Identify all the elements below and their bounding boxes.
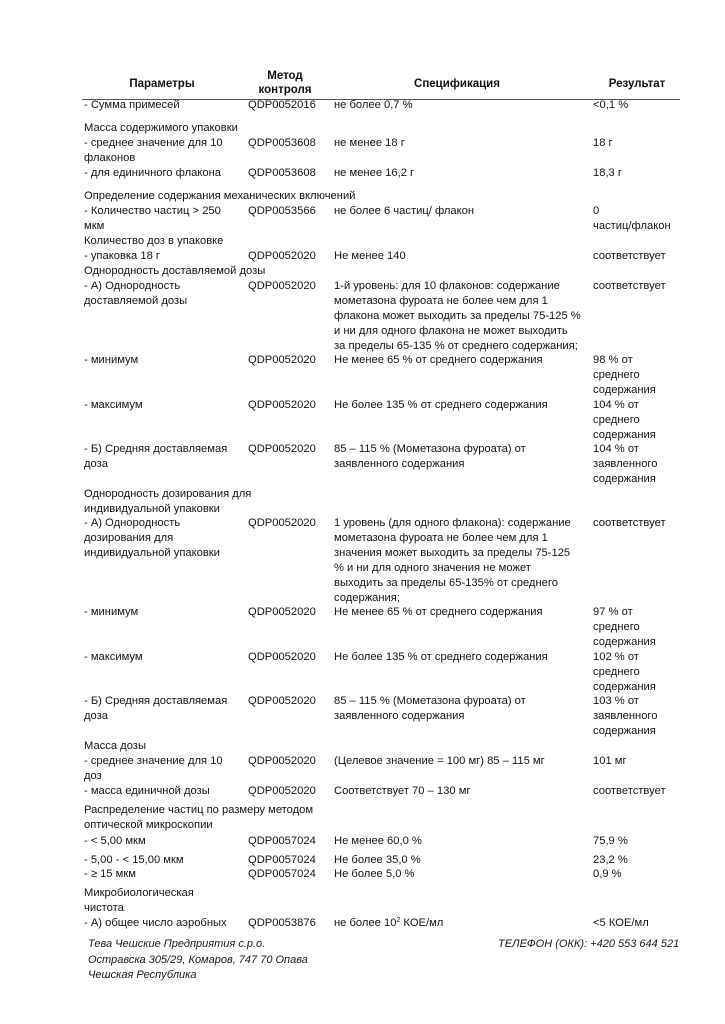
method-cell: QDP0052020 — [248, 606, 316, 618]
param-cell: - < 5,00 мкм — [84, 835, 146, 847]
result-cell: 75,9 % — [593, 835, 628, 847]
result-cell: 102 % от среднего содержания — [593, 651, 656, 693]
param-cell: - минимум — [84, 354, 139, 366]
result-cell: соответствует — [593, 280, 666, 292]
method-cell: QDP0057024 — [248, 854, 316, 866]
result-cell: <5 КОЕ/мл — [593, 917, 649, 929]
section-title: Масса содержимого упаковки — [84, 122, 238, 134]
spec-cell: не менее 16,2 г — [334, 167, 415, 179]
result-cell: 23,2 % — [593, 854, 628, 866]
method-cell: QDP0053608 — [248, 137, 316, 149]
method-cell: QDP0052020 — [248, 695, 316, 707]
result-cell: 0,9 % — [593, 868, 622, 880]
result-cell: 18 г — [593, 137, 613, 149]
method-cell: QDP0053876 — [248, 917, 316, 929]
spec-exponent: 2 — [396, 917, 401, 924]
header-spec: Спецификация — [414, 78, 500, 90]
header-method: Метод контроля — [258, 70, 312, 96]
spec-cell: 85 – 115 % (Мометазона фуроата) от заявленного содержания — [334, 695, 526, 722]
result-cell: 0 частиц/флакон — [593, 205, 671, 232]
method-cell: QDP0052020 — [248, 517, 316, 529]
param-cell: - Сумма примесей — [84, 99, 180, 111]
section-title: Распределение частиц по размеру методом оптической микроскопии — [84, 804, 314, 831]
method-cell: QDP0052020 — [248, 443, 316, 455]
method-cell: QDP0057024 — [248, 835, 316, 847]
spec-cell: 85 – 115 % (Мометазона фуроата) от заявленного содержания — [334, 443, 526, 470]
result-cell: 18,3 г — [593, 167, 622, 179]
result-cell: 103 % от заявленного содержания — [593, 695, 658, 737]
method-cell: QDP0052016 — [248, 99, 316, 111]
method-cell: QDP0052020 — [248, 399, 316, 411]
param-cell: - для единичного флакона — [84, 167, 221, 179]
result-cell: 104 % от заявленного содержания — [593, 443, 658, 485]
spec-cell: Не более 5,0 % — [334, 868, 415, 880]
table-header — [82, 69, 680, 100]
footer-company-address: Тева Чешские Предприятия с.р.о. Остравска 305/29, Комаров, 747 70 Опава Чешская Республика — [88, 938, 308, 981]
method-cell: QDP0052020 — [248, 785, 316, 797]
section-title: Количество доз в упаковке — [84, 235, 224, 247]
method-cell: QDP0052020 — [248, 755, 316, 767]
result-cell: <0,1 % — [593, 99, 629, 111]
section-title: Масса дозы — [84, 740, 146, 752]
param-cell: - упаковка 18 г — [84, 250, 160, 262]
param-cell: - Б) Средняя доставляемая доза — [84, 695, 228, 722]
param-cell: - Б) Средняя доставляемая доза — [84, 443, 228, 470]
header-result: Результат — [608, 78, 666, 90]
section-title: Однородность дозирования для индивидуальной упаковки — [84, 488, 252, 515]
result-cell: соответствует — [593, 517, 666, 529]
section-title: Микробиологическая чистота — [84, 887, 194, 914]
spec-cell: (Целевое значение = 100 мг) 85 – 115 мг — [334, 755, 545, 767]
spec-cell: Не менее 140 — [334, 250, 406, 262]
method-cell: QDP0052020 — [248, 250, 316, 262]
spec-cell: Не более 135 % от среднего содержания — [334, 399, 548, 411]
section-title: Однородность доставляемой дозы — [84, 265, 266, 277]
result-cell: 101 мг — [593, 755, 627, 767]
spec-cell: Не менее 60,0 % — [334, 835, 422, 847]
footer-phone: ТЕЛЕФОН (ОКК): +420 553 644 521 — [498, 938, 680, 950]
spec-cell: 1 уровень (для одного флакона): содержание мометазона фуроата не более чем для 1 значения может выходить за пределы 75-125 % и ни для одного значения не может выходить за пределы 65-135% от среднего содержания; — [334, 517, 571, 604]
param-cell: - Количество частиц > 250 мкм — [84, 205, 221, 232]
param-cell: - 5,00 - < 15,00 мкм — [84, 854, 184, 866]
result-cell: 104 % от среднего содержания — [593, 399, 656, 441]
spec-cell: Не менее 65 % от среднего содержания — [334, 606, 543, 618]
spec-cell: Соответствует 70 – 130 мг — [334, 785, 471, 797]
spec-cell: 1-й уровень: для 10 флаконов: содержание мометазона фуроата не более чем для 1 флакона может выходить за пределы 75-125 % и ни для одного флакона не может выходить за пределы 65-135 % от среднего содержания; — [334, 280, 581, 352]
param-cell: - А) Однородность доставляемой дозы — [84, 280, 188, 307]
header-params: Параметры — [129, 78, 195, 90]
spec-cell: не более 6 частиц/ флакон — [334, 205, 475, 217]
method-cell: QDP0052020 — [248, 354, 316, 366]
method-cell: QDP0052020 — [248, 651, 316, 663]
spec-cell: Не более 135 % от среднего содержания — [334, 651, 548, 663]
param-cell: - среднее значение для 10 доз — [84, 755, 223, 782]
result-cell: 97 % от среднего содержания — [593, 606, 656, 648]
spec-text: не более 10 — [334, 917, 397, 929]
spec-cell — [334, 916, 590, 931]
spec-cell: не менее 18 г — [334, 137, 405, 149]
param-cell: - масса единичной дозы — [84, 785, 210, 797]
spec-cell: Не менее 65 % от среднего содержания — [334, 354, 543, 366]
param-cell: - максимум — [84, 399, 143, 411]
param-cell: - минимум — [84, 606, 139, 618]
param-cell: - ≥ 15 мкм — [84, 868, 136, 880]
param-cell: - А) общее число аэробных — [84, 917, 227, 929]
param-cell: - А) Однородность дозирования для индивидуальной упаковки — [84, 517, 220, 559]
result-cell: 98 % от среднего содержания — [593, 354, 656, 396]
method-cell: QDP0053566 — [248, 205, 316, 217]
result-cell: соответствует — [593, 250, 666, 262]
method-cell: QDP0057024 — [248, 868, 316, 880]
param-cell: - среднее значение для 10 флаконов — [84, 137, 223, 164]
method-cell: QDP0052020 — [248, 280, 316, 292]
section-title: Определение содержания механических включений — [84, 190, 356, 202]
spec-unit: КОЕ/мл — [400, 917, 444, 929]
param-cell: - максимум — [84, 651, 143, 663]
result-cell: соответствует — [593, 785, 666, 797]
spec-cell: не более 0,7 % — [334, 99, 413, 111]
method-cell: QDP0053608 — [248, 167, 316, 179]
spec-cell: Не более 35,0 % — [334, 854, 421, 866]
